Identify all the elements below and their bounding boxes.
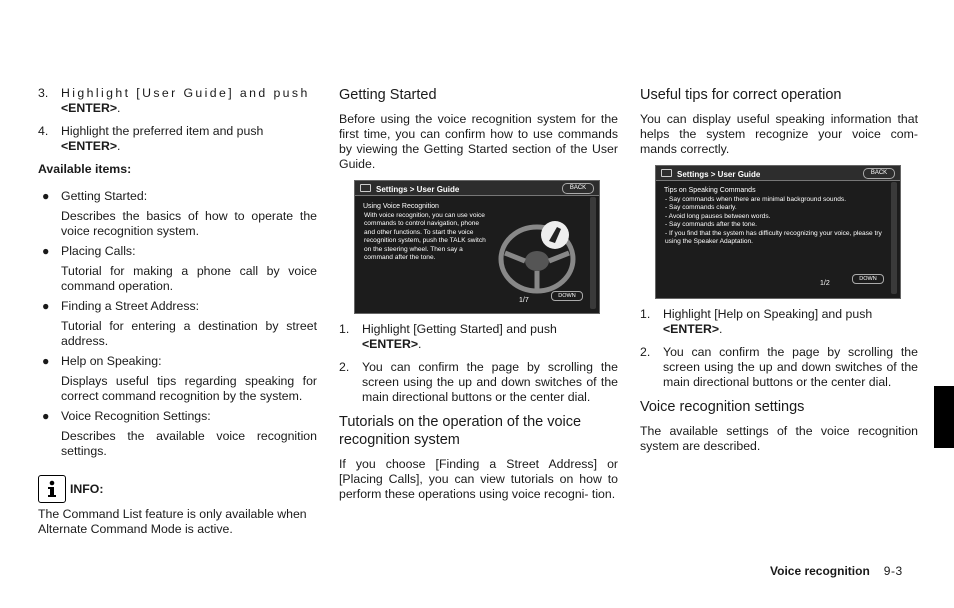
screen-capture-tips <box>655 165 901 299</box>
step-text: You can confirm the page by scrolling the screen using the up and down switches of the main directional buttons or the center dial. <box>362 360 618 404</box>
paragraph: If you choose [Finding a Street Address] or [Placing Calls], you can view tutorials on how to perform these operations using voice recogni- tion. <box>339 457 618 501</box>
menu-icon <box>360 184 371 192</box>
section-heading: Getting Started <box>339 87 437 103</box>
item-label: Help on Speaking: <box>61 354 162 368</box>
list-item <box>38 409 317 424</box>
column-right <box>640 86 918 454</box>
paragraph: The available settings of the voice recognition system are described. <box>640 424 918 453</box>
item-description: Describes the basics of how to operate the voice recognition system. <box>61 209 317 238</box>
list-item <box>38 299 317 314</box>
item-label: Placing Calls: <box>61 244 136 258</box>
tip-line: - Say commands after the tone. <box>665 221 757 229</box>
info-icon <box>38 475 66 503</box>
item-label: Voice Recognition Settings: <box>61 409 211 423</box>
tip-line: - Avoid long pauses between words. <box>665 212 771 220</box>
step-number: 4. <box>38 124 49 138</box>
item-description: Tutorial for entering a destination by street address. <box>61 319 317 348</box>
enter-key: <ENTER> <box>362 337 419 351</box>
footer-section: Voice recognition <box>770 564 870 578</box>
list-item <box>38 354 317 369</box>
screen-body: With voice recognition, you can use voice commands to control navigation, phone and other functions. To start the voice recognition system, push the TALK switch on the steering wheel. Then say a command after the tone. <box>364 212 486 262</box>
section-heading: Useful tips for correct operation <box>640 87 842 103</box>
item-description: Tutorial for making a phone call by voice command operation. <box>61 264 317 293</box>
list-item <box>38 244 317 259</box>
step-3: 3. Highlight [User Guide] and push <ENTER>. <box>38 86 310 115</box>
paragraph: You can display useful speaking information that helps the system recognize your voice com- mands correctly. <box>640 112 918 156</box>
screen-title: Settings > User Guide <box>376 185 460 194</box>
available-items-heading: Available items: <box>38 162 132 176</box>
back-button: BACK <box>863 168 895 179</box>
info-label: INFO: <box>70 481 104 496</box>
menu-icon <box>661 169 672 177</box>
step-1: 1. Highlight [Help on Speaking] and push <ENTER>. <box>640 307 873 336</box>
paragraph: Before using the voice recognition system for the first time, you can confirm how to use commands by viewing the Getting Started section of the User Guide. <box>339 112 618 171</box>
step-text: Highlight [Help on Speaking] and push <box>663 307 873 321</box>
column-left <box>38 86 317 537</box>
section-heading: Tutorials on the operation of the voice recognition system <box>339 414 582 448</box>
enter-key: <ENTER> <box>61 139 118 153</box>
screen-subtitle: Tips on Speaking Commands <box>664 187 756 194</box>
bullet-icon: ● <box>42 409 50 423</box>
screen-body <box>665 196 885 246</box>
item-description: Describes the available voice recognition settings. <box>61 429 317 458</box>
screen-capture-getting-started <box>354 180 600 314</box>
scrollbar <box>590 197 596 309</box>
step-2 <box>339 360 618 405</box>
item-label: Finding a Street Address: <box>61 299 200 313</box>
step-number: 2. <box>339 360 350 374</box>
step-text: Highlight [Getting Started] and push <box>362 322 557 336</box>
page-number: 9-3 <box>883 564 903 578</box>
page-indicator: 1/7 <box>519 297 529 304</box>
step-number: 1. <box>339 322 350 336</box>
column-middle <box>339 86 618 502</box>
back-button: BACK <box>562 183 594 194</box>
screen-subtitle: Using Voice Recognition <box>363 203 439 210</box>
down-button: DOWN <box>551 291 583 301</box>
screen-header <box>656 166 900 181</box>
list-item <box>38 189 317 204</box>
step-number: 3. <box>38 86 49 100</box>
page-footer <box>770 564 903 578</box>
step-4: 4. Highlight the preferred item and push <ENTER>. <box>38 124 264 153</box>
step-number: 2. <box>640 345 651 359</box>
tip-line: - Say commands when there are minimal background sounds. <box>665 196 847 203</box>
step-text: Highlight the preferred item and push <box>61 124 264 138</box>
chapter-tab <box>934 386 954 448</box>
step-1: 1. Highlight [Getting Started] and push <ENTER>. <box>339 322 557 351</box>
bullet-icon: ● <box>42 244 50 258</box>
step-2 <box>640 345 918 390</box>
screen-title: Settings > User Guide <box>677 170 761 179</box>
down-button: DOWN <box>852 274 884 284</box>
tip-line: - Say commands clearly. <box>665 204 737 212</box>
steering-wheel-icon <box>495 213 587 295</box>
bullet-icon: ● <box>42 189 50 203</box>
item-label: Getting Started: <box>61 189 148 203</box>
enter-key: <ENTER> <box>61 101 118 115</box>
bullet-icon: ● <box>42 354 50 368</box>
info-header <box>38 475 317 503</box>
step-number: 1. <box>640 307 651 321</box>
section-heading: Voice recognition settings <box>640 399 805 415</box>
enter-key: <ENTER> <box>663 322 720 336</box>
step-text: You can confirm the page by scrolling the screen using the up and down switches of the main directional buttons or the center dial. <box>663 345 918 389</box>
item-description: Displays useful tips regarding speaking for correct command recognition by the system. <box>61 374 317 403</box>
info-text: The Command List feature is only available when Alternate Command Mode is active. <box>38 507 307 536</box>
step-text: Highlight [User Guide] and push <box>61 86 310 100</box>
tip-line: - If you find that the system has difficulty recognizing your voice, please try using the Speaker Adaptation. <box>665 229 882 246</box>
page-indicator: 1/2 <box>820 280 830 287</box>
bullet-icon: ● <box>42 299 50 313</box>
scrollbar <box>891 182 897 294</box>
screen-header <box>355 181 599 196</box>
